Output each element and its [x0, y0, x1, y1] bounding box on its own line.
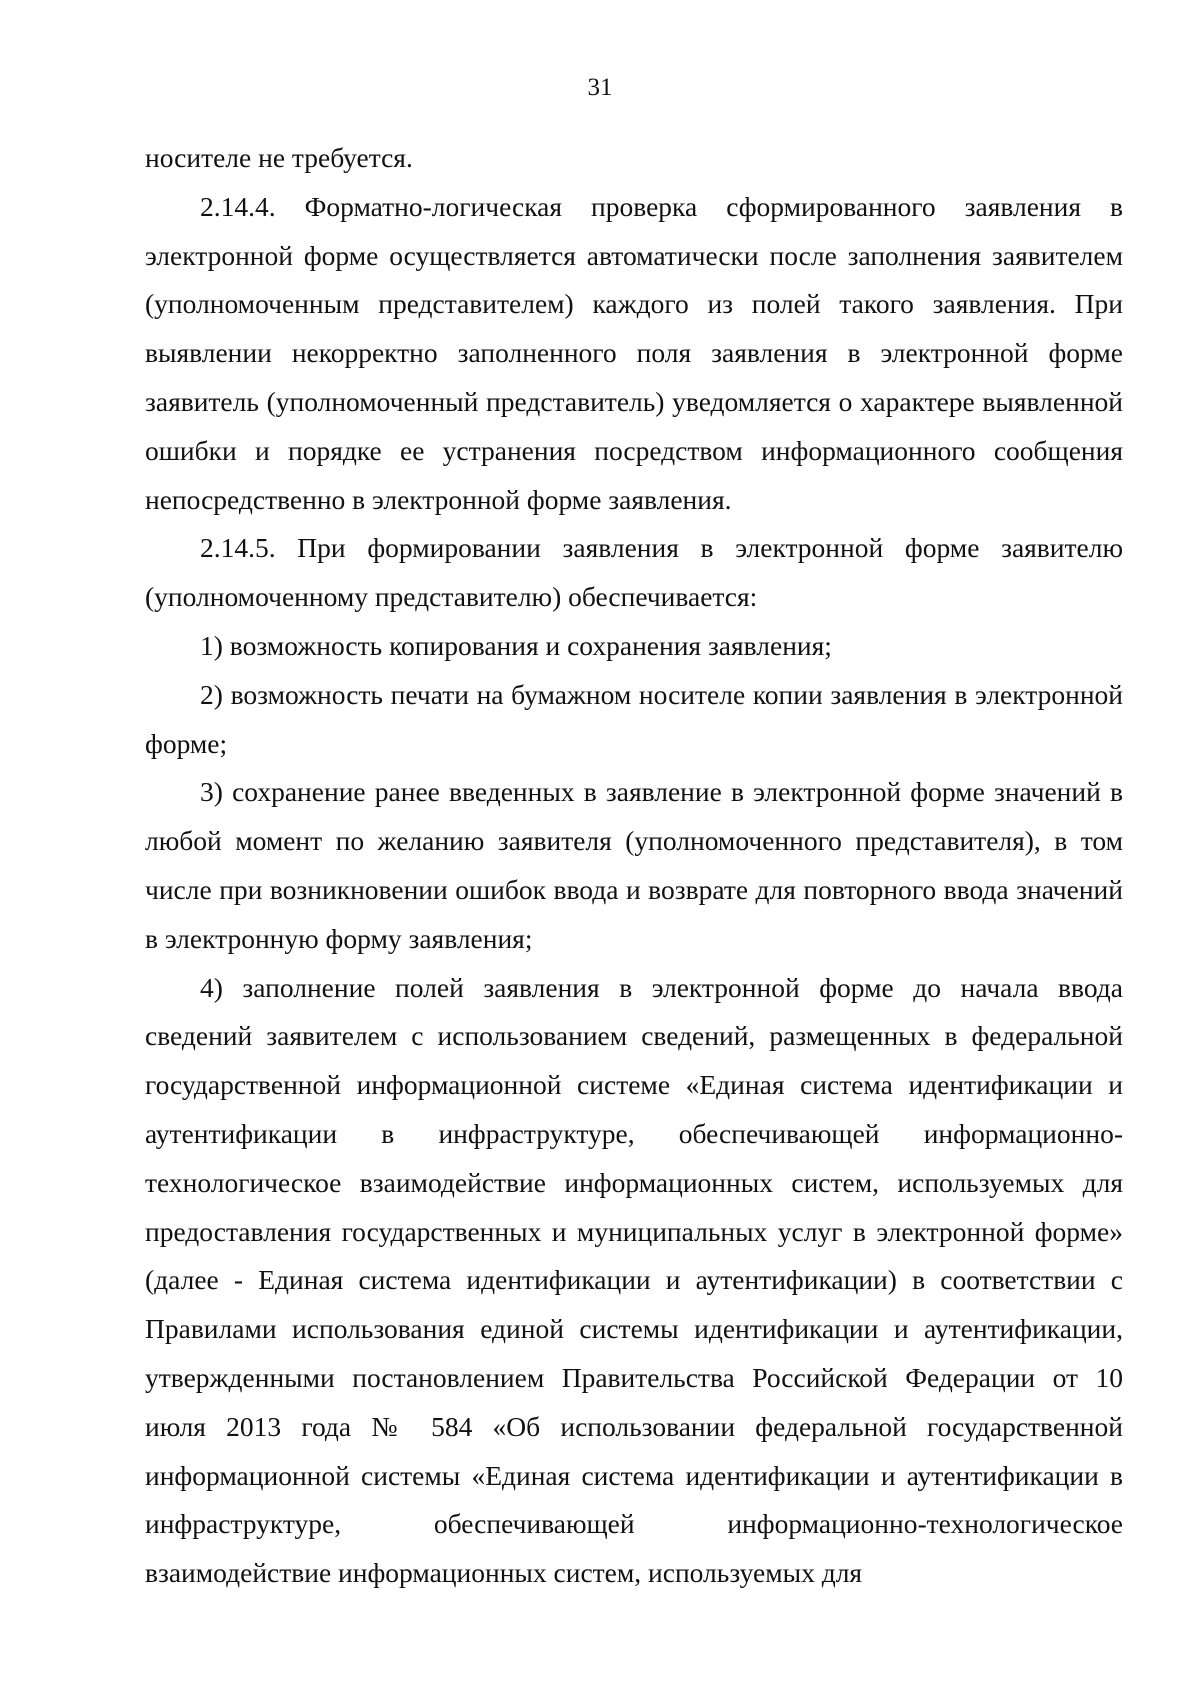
- page-number: 31: [587, 74, 613, 101]
- document-body: [145, 134, 1123, 1598]
- list-item-4: 4) заполнение полей заявления в электронной форме до начала ввода сведений заявителем с использованием сведений, размещенных в федеральной государственной информационной системе «Единая система идентификации и аутентификации в инфраструктуре, обеспечивающей информационно-технологическое взаимодействие информационных систем, используемых для предоставления государственных и муниципальных услуг в электронной форме» (далее - Единая система идентификации и аутентификации) в соответствии с Правилами использования единой системы идентификации и аутентификации, утвержденными постановлением Правительства Российской Федерации от 10 июля 2013 года № 584 «Об использовании федеральной государственной информационной системы «Единая система идентификации и аутентификации в инфраструктуре, обеспечивающей информационно-технологическое взаимодействие информационных систем, используемых для: [145, 971, 1123, 1589]
- list-item-3: 3) сохранение ранее введенных в заявление в электронной форме значений в любой момент по желанию заявителя (уполномоченного представителя), в том числе при возникновении ошибок ввода и возврате для повторного ввода значений в электронную форму заявления;: [145, 776, 1123, 954]
- paragraph-continuation: носителе не требуется.: [145, 142, 413, 173]
- paragraph-2-14-4: 2.14.4. Форматно-логическая проверка сформированного заявления в электронной форме осуществляется автоматически после заполнения заявителем (уполномоченным представителем) каждого из полей такого заявления. При выявлении некорректно заполненного поля заявления в электронной форме заявитель (уполномоченный представитель) уведомляется о характере выявленной ошибки и порядке ее устранения посредством информационного сообщения непосредственно в электронной форме заявления.: [145, 190, 1123, 515]
- list-item-1: 1) возможность копирования и сохранения заявления;: [200, 629, 832, 661]
- paragraph-2-14-5: 2.14.5. При формировании заявления в электронной форме заявителю (уполномоченному представителю) обеспечивается:: [145, 532, 1123, 613]
- list-item-2: 2) возможность печати на бумажном носителе копии заявления в электронной форме;: [145, 678, 1123, 759]
